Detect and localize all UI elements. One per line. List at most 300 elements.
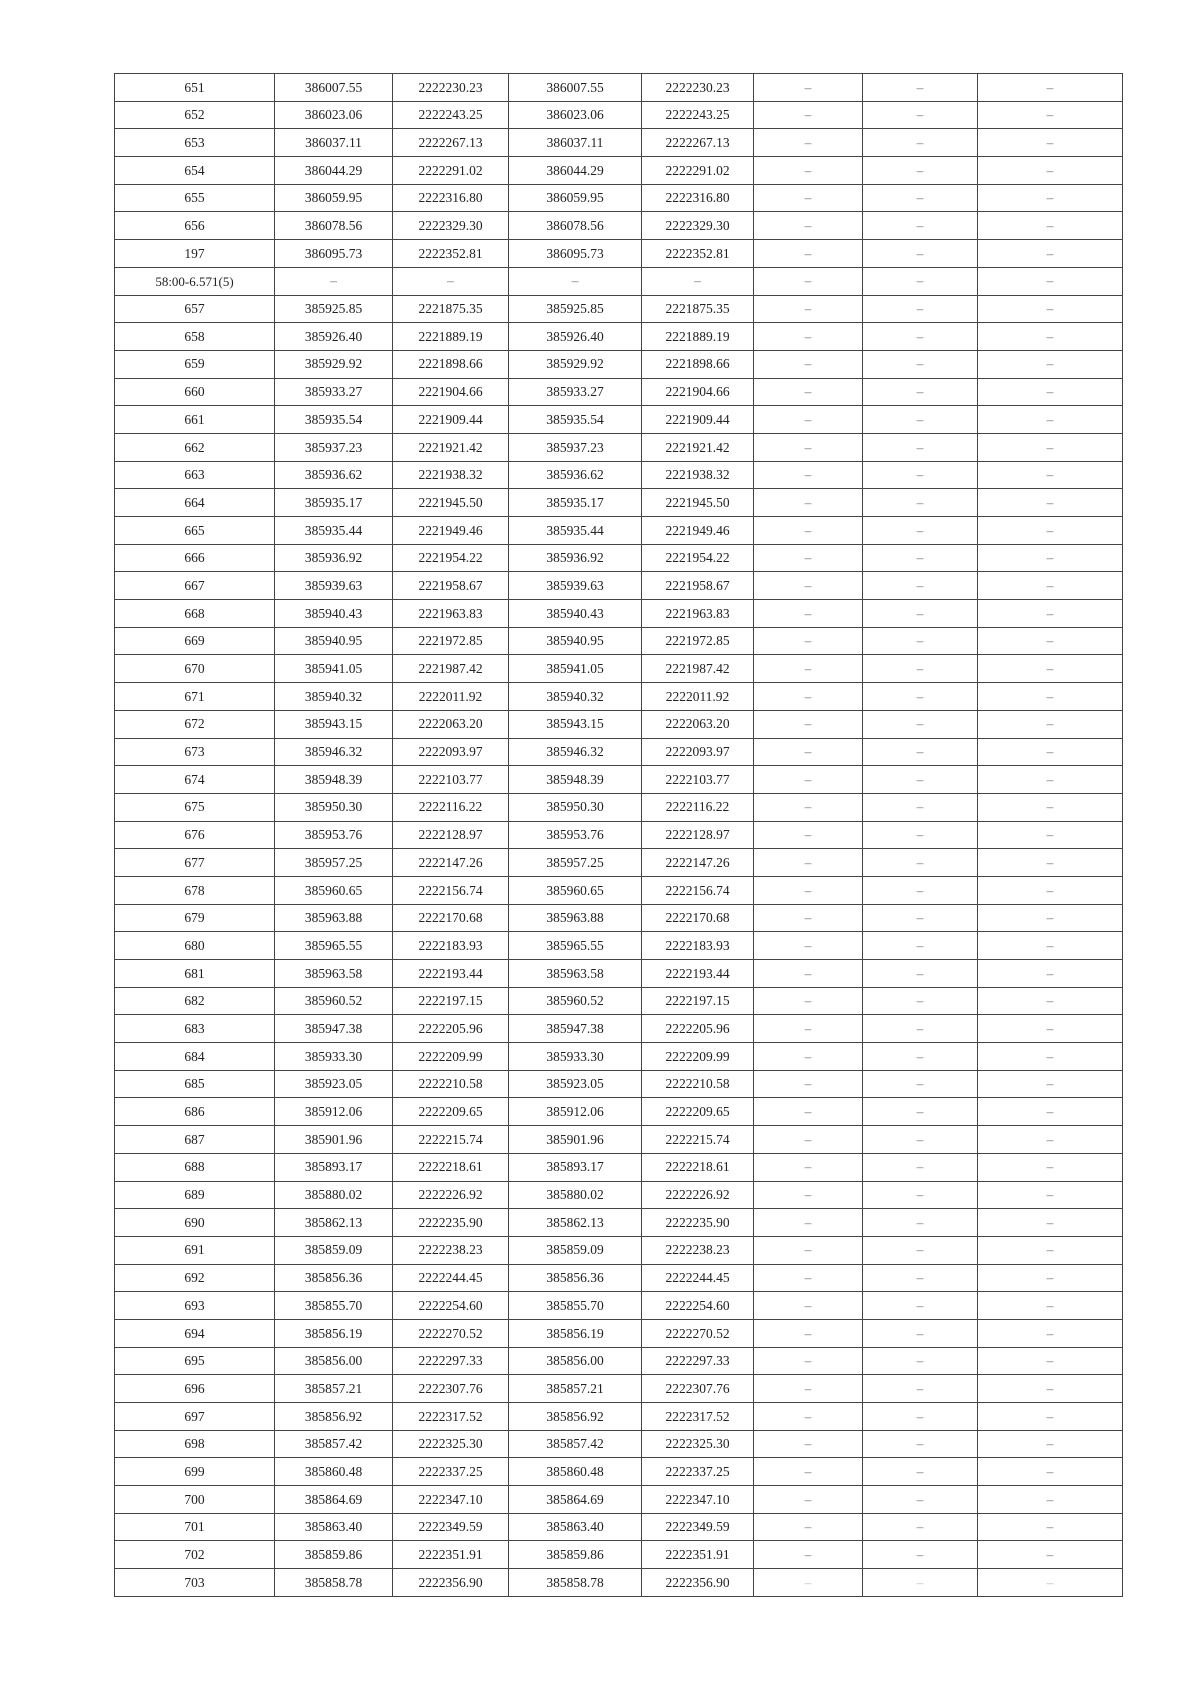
y-before-cell: 2222270.52 <box>393 1319 509 1347</box>
y-after-cell: 2222347.10 <box>642 1486 754 1514</box>
x-before-cell: 385940.32 <box>275 683 393 711</box>
col6-cell: – <box>754 1486 863 1514</box>
col6-cell: – <box>754 157 863 185</box>
col8-cell: – <box>978 129 1123 157</box>
y-after-cell: 2222183.93 <box>642 932 754 960</box>
col7-cell: – <box>863 1126 978 1154</box>
x-after-cell: 385963.88 <box>509 904 642 932</box>
x-before-cell: 385965.55 <box>275 932 393 960</box>
y-after-cell: 2221904.66 <box>642 378 754 406</box>
y-before-cell: 2222093.97 <box>393 738 509 766</box>
point-id-cell: 693 <box>115 1292 275 1320</box>
x-after-cell: 385856.00 <box>509 1347 642 1375</box>
point-id-cell: 651 <box>115 74 275 102</box>
x-after-cell: 385880.02 <box>509 1181 642 1209</box>
y-after-cell: 2222147.26 <box>642 849 754 877</box>
table-row <box>115 1486 1123 1514</box>
col6-cell: – <box>754 1209 863 1237</box>
x-before-cell: 385963.58 <box>275 960 393 988</box>
col7-cell: – <box>863 710 978 738</box>
col6-cell: – <box>754 1347 863 1375</box>
y-after-cell: 2222205.96 <box>642 1015 754 1043</box>
y-after-cell: 2222193.44 <box>642 960 754 988</box>
y-before-cell: 2222235.90 <box>393 1209 509 1237</box>
col8-cell: – <box>978 1264 1123 1292</box>
col8-cell: – <box>978 378 1123 406</box>
x-before-cell: 385929.92 <box>275 350 393 378</box>
col7-cell: – <box>863 267 978 295</box>
y-after-cell: 2222209.99 <box>642 1043 754 1071</box>
col6-cell: – <box>754 544 863 572</box>
x-after-cell: 385943.15 <box>509 710 642 738</box>
col7-cell: – <box>863 295 978 323</box>
x-after-cell: 385926.40 <box>509 323 642 351</box>
y-after-cell: 2222230.23 <box>642 74 754 102</box>
col8-cell: – <box>978 323 1123 351</box>
table-row <box>115 517 1123 545</box>
col7-cell: – <box>863 766 978 794</box>
point-id-cell: 689 <box>115 1181 275 1209</box>
table-row <box>115 876 1123 904</box>
col6-cell: – <box>754 1513 863 1541</box>
point-id-cell: 670 <box>115 655 275 683</box>
table-row <box>115 1513 1123 1541</box>
point-id-cell: 700 <box>115 1486 275 1514</box>
y-after-cell: 2221909.44 <box>642 406 754 434</box>
table-row <box>115 627 1123 655</box>
x-before-cell: 385925.85 <box>275 295 393 323</box>
y-after-cell: 2222351.91 <box>642 1541 754 1569</box>
x-after-cell: 385858.78 <box>509 1569 642 1597</box>
col6-cell: – <box>754 766 863 794</box>
y-before-cell: 2222156.74 <box>393 876 509 904</box>
table-row <box>115 1153 1123 1181</box>
y-before-cell: 2222183.93 <box>393 932 509 960</box>
col7-cell: – <box>863 544 978 572</box>
col6-cell: – <box>754 101 863 129</box>
col8-cell: – <box>978 517 1123 545</box>
point-id-cell: 675 <box>115 793 275 821</box>
y-after-cell: 2221987.42 <box>642 655 754 683</box>
x-after-cell: 385940.43 <box>509 600 642 628</box>
col6-cell: – <box>754 1070 863 1098</box>
x-after-cell: 385953.76 <box>509 821 642 849</box>
x-after-cell: 385957.25 <box>509 849 642 877</box>
col7-cell: – <box>863 74 978 102</box>
table-row <box>115 1181 1123 1209</box>
point-id-cell: 197 <box>115 240 275 268</box>
point-id-cell: 667 <box>115 572 275 600</box>
x-after-cell: 385925.85 <box>509 295 642 323</box>
col8-cell: – <box>978 489 1123 517</box>
x-before-cell: 385960.52 <box>275 987 393 1015</box>
col7-cell: – <box>863 1541 978 1569</box>
col7-cell: – <box>863 1513 978 1541</box>
col8-cell: – <box>978 904 1123 932</box>
col7-cell: – <box>863 1153 978 1181</box>
y-before-cell: 2222325.30 <box>393 1430 509 1458</box>
x-after-cell: 385935.44 <box>509 517 642 545</box>
col7-cell: – <box>863 683 978 711</box>
col8-cell: – <box>978 267 1123 295</box>
x-before-cell: 385946.32 <box>275 738 393 766</box>
y-before-cell: 2222244.45 <box>393 1264 509 1292</box>
col7-cell: – <box>863 378 978 406</box>
x-after-cell: 385948.39 <box>509 766 642 794</box>
col8-cell: – <box>978 1319 1123 1347</box>
col6-cell: – <box>754 295 863 323</box>
point-id-cell: 658 <box>115 323 275 351</box>
x-after-cell: – <box>509 267 642 295</box>
table-row <box>115 987 1123 1015</box>
col7-cell: – <box>863 433 978 461</box>
col7-cell: – <box>863 1375 978 1403</box>
y-before-cell: 2221875.35 <box>393 295 509 323</box>
x-after-cell: 385929.92 <box>509 350 642 378</box>
col6-cell: – <box>754 240 863 268</box>
col7-cell: – <box>863 876 978 904</box>
x-after-cell: 385857.42 <box>509 1430 642 1458</box>
y-after-cell: 2222209.65 <box>642 1098 754 1126</box>
col8-cell: – <box>978 1209 1123 1237</box>
x-before-cell: 385936.92 <box>275 544 393 572</box>
y-before-cell: 2222116.22 <box>393 793 509 821</box>
col8-cell: – <box>978 74 1123 102</box>
col8-cell: – <box>978 544 1123 572</box>
y-before-cell: 2222356.90 <box>393 1569 509 1597</box>
table-row <box>115 1458 1123 1486</box>
table-row <box>115 849 1123 877</box>
y-before-cell: 2222254.60 <box>393 1292 509 1320</box>
y-before-cell: 2222297.33 <box>393 1347 509 1375</box>
x-after-cell: 385933.27 <box>509 378 642 406</box>
y-before-cell: 2221949.46 <box>393 517 509 545</box>
col7-cell: – <box>863 1403 978 1431</box>
x-before-cell: 385957.25 <box>275 849 393 877</box>
x-before-cell: 386007.55 <box>275 74 393 102</box>
x-before-cell: 385923.05 <box>275 1070 393 1098</box>
x-before-cell: 385937.23 <box>275 433 393 461</box>
x-before-cell: 386078.56 <box>275 212 393 240</box>
x-before-cell: 385935.44 <box>275 517 393 545</box>
y-before-cell: 2221958.67 <box>393 572 509 600</box>
col8-cell: – <box>978 821 1123 849</box>
y-after-cell: 2222116.22 <box>642 793 754 821</box>
x-after-cell: 386023.06 <box>509 101 642 129</box>
x-after-cell: 385960.65 <box>509 876 642 904</box>
x-before-cell: 385880.02 <box>275 1181 393 1209</box>
y-after-cell: 2222352.81 <box>642 240 754 268</box>
y-before-cell: 2222215.74 <box>393 1126 509 1154</box>
y-before-cell: 2221987.42 <box>393 655 509 683</box>
col7-cell: – <box>863 1209 978 1237</box>
x-before-cell: 385947.38 <box>275 1015 393 1043</box>
y-after-cell: 2221921.42 <box>642 433 754 461</box>
col6-cell: – <box>754 489 863 517</box>
col6-cell: – <box>754 932 863 960</box>
y-after-cell: 2222011.92 <box>642 683 754 711</box>
x-after-cell: 385864.69 <box>509 1486 642 1514</box>
y-after-cell: 2222235.90 <box>642 1209 754 1237</box>
col6-cell: – <box>754 710 863 738</box>
table-row <box>115 157 1123 185</box>
table-row <box>115 1430 1123 1458</box>
y-after-cell: 2222337.25 <box>642 1458 754 1486</box>
x-after-cell: 385940.32 <box>509 683 642 711</box>
x-after-cell: 385859.09 <box>509 1236 642 1264</box>
col6-cell: – <box>754 904 863 932</box>
col8-cell: – <box>978 793 1123 821</box>
point-id-cell: 663 <box>115 461 275 489</box>
y-before-cell: 2222209.99 <box>393 1043 509 1071</box>
y-before-cell: 2222329.30 <box>393 212 509 240</box>
col6-cell: – <box>754 1375 863 1403</box>
col6-cell: – <box>754 378 863 406</box>
x-before-cell: 386037.11 <box>275 129 393 157</box>
coordinates-table <box>114 73 1123 1597</box>
point-id-cell: 666 <box>115 544 275 572</box>
x-after-cell: 385936.62 <box>509 461 642 489</box>
y-before-cell: 2222243.25 <box>393 101 509 129</box>
col8-cell: – <box>978 766 1123 794</box>
y-after-cell: 2222291.02 <box>642 157 754 185</box>
y-before-cell: 2222205.96 <box>393 1015 509 1043</box>
point-id-cell: 662 <box>115 433 275 461</box>
x-before-cell: 385860.48 <box>275 1458 393 1486</box>
y-before-cell: 2222103.77 <box>393 766 509 794</box>
x-before-cell: 385960.65 <box>275 876 393 904</box>
y-after-cell: 2222210.58 <box>642 1070 754 1098</box>
table-row <box>115 1347 1123 1375</box>
col8-cell: – <box>978 212 1123 240</box>
table-row <box>115 378 1123 406</box>
point-id-cell: 683 <box>115 1015 275 1043</box>
y-after-cell: 2221954.22 <box>642 544 754 572</box>
col8-cell: – <box>978 1541 1123 1569</box>
y-after-cell: 2222226.92 <box>642 1181 754 1209</box>
col7-cell: – <box>863 1458 978 1486</box>
col8-cell: – <box>978 1403 1123 1431</box>
point-id-cell: 687 <box>115 1126 275 1154</box>
table-row <box>115 461 1123 489</box>
col6-cell: – <box>754 74 863 102</box>
y-after-cell: 2222243.25 <box>642 101 754 129</box>
col7-cell: – <box>863 1043 978 1071</box>
col7-cell: – <box>863 101 978 129</box>
col7-cell: – <box>863 240 978 268</box>
point-id-cell: 668 <box>115 600 275 628</box>
col8-cell: – <box>978 1569 1123 1597</box>
y-before-cell: 2222226.92 <box>393 1181 509 1209</box>
y-after-cell: 2222349.59 <box>642 1513 754 1541</box>
x-after-cell: 385947.38 <box>509 1015 642 1043</box>
table-row <box>115 710 1123 738</box>
y-after-cell: 2222238.23 <box>642 1236 754 1264</box>
y-before-cell: 2221945.50 <box>393 489 509 517</box>
point-id-cell: 702 <box>115 1541 275 1569</box>
table-row <box>115 1541 1123 1569</box>
col8-cell: – <box>978 101 1123 129</box>
x-before-cell: 385859.86 <box>275 1541 393 1569</box>
x-before-cell: 385940.43 <box>275 600 393 628</box>
col8-cell: – <box>978 655 1123 683</box>
point-id-cell: 660 <box>115 378 275 406</box>
col7-cell: – <box>863 655 978 683</box>
point-id-cell: 685 <box>115 1070 275 1098</box>
x-before-cell: 385936.62 <box>275 461 393 489</box>
x-after-cell: 385939.63 <box>509 572 642 600</box>
table-row <box>115 129 1123 157</box>
x-after-cell: 385856.92 <box>509 1403 642 1431</box>
y-after-cell: 2222156.74 <box>642 876 754 904</box>
y-before-cell: 2222267.13 <box>393 129 509 157</box>
col7-cell: – <box>863 461 978 489</box>
x-before-cell: 385857.21 <box>275 1375 393 1403</box>
col8-cell: – <box>978 1236 1123 1264</box>
table-row <box>115 1292 1123 1320</box>
col6-cell: – <box>754 1541 863 1569</box>
y-before-cell: 2222063.20 <box>393 710 509 738</box>
table-row <box>115 600 1123 628</box>
table-row <box>115 960 1123 988</box>
y-before-cell: 2221898.66 <box>393 350 509 378</box>
y-after-cell: 2222356.90 <box>642 1569 754 1597</box>
table-row <box>115 738 1123 766</box>
x-before-cell: 385856.00 <box>275 1347 393 1375</box>
x-after-cell: 385912.06 <box>509 1098 642 1126</box>
col8-cell: – <box>978 157 1123 185</box>
x-after-cell: 386044.29 <box>509 157 642 185</box>
x-before-cell: 385941.05 <box>275 655 393 683</box>
y-after-cell: 2222317.52 <box>642 1403 754 1431</box>
col7-cell: – <box>863 627 978 655</box>
y-before-cell: 2221954.22 <box>393 544 509 572</box>
col6-cell: – <box>754 1098 863 1126</box>
table-row <box>115 1126 1123 1154</box>
y-after-cell: 2222316.80 <box>642 184 754 212</box>
col7-cell: – <box>863 1236 978 1264</box>
x-before-cell: 385940.95 <box>275 627 393 655</box>
point-id-cell: 703 <box>115 1569 275 1597</box>
y-after-cell: 2221949.46 <box>642 517 754 545</box>
col6-cell: – <box>754 406 863 434</box>
col6-cell: – <box>754 212 863 240</box>
point-id-cell: 665 <box>115 517 275 545</box>
x-after-cell: 385855.70 <box>509 1292 642 1320</box>
x-before-cell: 385856.36 <box>275 1264 393 1292</box>
table-row <box>115 655 1123 683</box>
col7-cell: – <box>863 738 978 766</box>
table-body <box>115 74 1123 1597</box>
x-before-cell: – <box>275 267 393 295</box>
col6-cell: – <box>754 738 863 766</box>
col7-cell: – <box>863 960 978 988</box>
col6-cell: – <box>754 1181 863 1209</box>
x-after-cell: 385960.52 <box>509 987 642 1015</box>
point-id-cell: 692 <box>115 1264 275 1292</box>
y-before-cell: 2222218.61 <box>393 1153 509 1181</box>
col6-cell: – <box>754 1043 863 1071</box>
col6-cell: – <box>754 350 863 378</box>
x-after-cell: 385856.19 <box>509 1319 642 1347</box>
y-before-cell: 2222307.76 <box>393 1375 509 1403</box>
col6-cell: – <box>754 572 863 600</box>
x-before-cell: 386059.95 <box>275 184 393 212</box>
point-id-cell: 673 <box>115 738 275 766</box>
point-id-cell: 696 <box>115 1375 275 1403</box>
y-before-cell: 2222337.25 <box>393 1458 509 1486</box>
x-after-cell: 386037.11 <box>509 129 642 157</box>
col6-cell: – <box>754 627 863 655</box>
point-id-cell: 698 <box>115 1430 275 1458</box>
x-before-cell: 385943.15 <box>275 710 393 738</box>
x-before-cell: 385939.63 <box>275 572 393 600</box>
col7-cell: – <box>863 184 978 212</box>
x-before-cell: 385901.96 <box>275 1126 393 1154</box>
x-after-cell: 385936.92 <box>509 544 642 572</box>
col6-cell: – <box>754 1430 863 1458</box>
table-row <box>115 1098 1123 1126</box>
col6-cell: – <box>754 960 863 988</box>
col8-cell: – <box>978 1292 1123 1320</box>
col8-cell: – <box>978 1153 1123 1181</box>
col6-cell: – <box>754 1264 863 1292</box>
x-after-cell: 385946.32 <box>509 738 642 766</box>
point-id-cell: 674 <box>115 766 275 794</box>
table-row <box>115 1070 1123 1098</box>
col7-cell: – <box>863 1486 978 1514</box>
col8-cell: – <box>978 960 1123 988</box>
y-before-cell: 2222317.52 <box>393 1403 509 1431</box>
col8-cell: – <box>978 683 1123 711</box>
x-after-cell: 385860.48 <box>509 1458 642 1486</box>
y-after-cell: 2222170.68 <box>642 904 754 932</box>
y-after-cell: 2222297.33 <box>642 1347 754 1375</box>
x-before-cell: 385912.06 <box>275 1098 393 1126</box>
table-row <box>115 932 1123 960</box>
point-id-cell: 691 <box>115 1236 275 1264</box>
x-after-cell: 385933.30 <box>509 1043 642 1071</box>
col8-cell: – <box>978 1347 1123 1375</box>
col6-cell: – <box>754 1403 863 1431</box>
table-row <box>115 1569 1123 1597</box>
y-after-cell: 2221945.50 <box>642 489 754 517</box>
col8-cell: – <box>978 461 1123 489</box>
col8-cell: – <box>978 1486 1123 1514</box>
x-after-cell: 385950.30 <box>509 793 642 821</box>
col8-cell: – <box>978 295 1123 323</box>
table-row <box>115 1375 1123 1403</box>
col7-cell: – <box>863 1264 978 1292</box>
col8-cell: – <box>978 1098 1123 1126</box>
table-row <box>115 572 1123 600</box>
y-after-cell: 2222325.30 <box>642 1430 754 1458</box>
y-after-cell: 2221898.66 <box>642 350 754 378</box>
col8-cell: – <box>978 1043 1123 1071</box>
x-after-cell: 386059.95 <box>509 184 642 212</box>
y-before-cell: 2222197.15 <box>393 987 509 1015</box>
y-after-cell: 2222063.20 <box>642 710 754 738</box>
point-id-cell: 695 <box>115 1347 275 1375</box>
y-before-cell: 2221938.32 <box>393 461 509 489</box>
x-before-cell: 385855.70 <box>275 1292 393 1320</box>
col7-cell: – <box>863 323 978 351</box>
table-row <box>115 821 1123 849</box>
table-row <box>115 267 1123 295</box>
x-after-cell: 386095.73 <box>509 240 642 268</box>
y-before-cell: 2222011.92 <box>393 683 509 711</box>
point-id-cell: 680 <box>115 932 275 960</box>
